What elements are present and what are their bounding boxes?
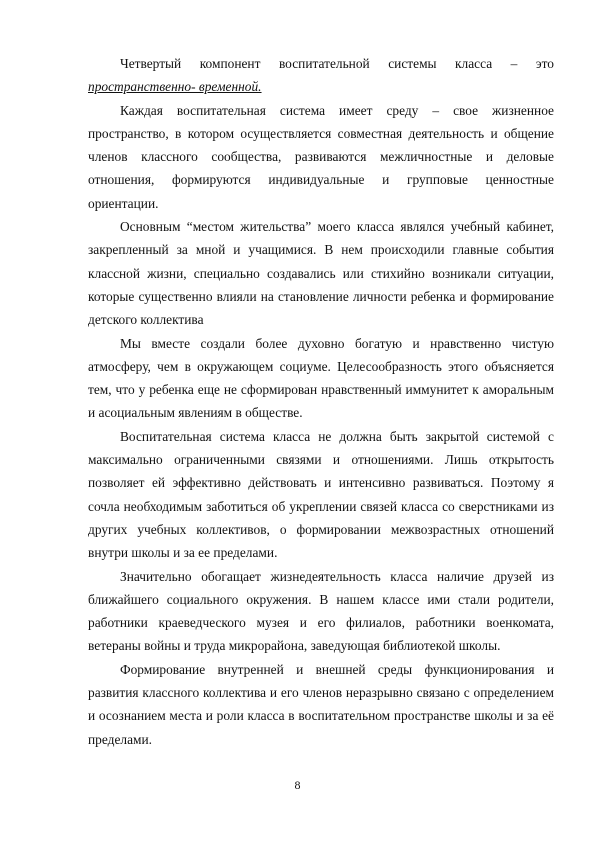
paragraph-5: Воспитательная система класса не должна быть закрытой системой с максимально ограниченными связями и отношениями. Лишь открытость позволяет ей эффективно действовать и интенсивно развиваться. Поэтому я сочла необходимым заботиться об укреплении связей класса со сверстниками из других учебных коллективов, о формировании межвозрастных отношений внутри школы и за ее пределами. <box>88 428 554 561</box>
emphasized-term: пространственно- временной. <box>88 79 262 95</box>
document-page <box>88 52 554 751</box>
page-number: 8 <box>294 778 301 792</box>
paragraph-4: Мы вместе создали более духовно богатую и нравственно чистую атмосферу, чем в окружающем социуме. Целесообразность этого объясняется тем, что у ребенка еще не сформирован нравственный иммунитет к аморальным и асоциальным явлениям в обществе. <box>88 335 554 421</box>
paragraph-1 <box>88 52 554 99</box>
paragraph-2: Каждая воспитательная система имеет среду – свое жизненное пространство, в котором осуществляется совместная деятельность и общение членов классного сообщества, развиваются межличностные и деловые отношения, формируются индивидуальные и групповые ценностные ориентации. <box>88 102 554 211</box>
paragraph-3: Основным “местом жительства” моего класса являлся учебный кабинет, закрепленный за мной и учащимися. В нем происходили главные события классной жизни, специально создавались или стихийно возникали ситуации, которые существенно влияли на становление личности ребенка и формирование детского коллектива <box>88 219 554 328</box>
paragraph-text: Четвертый компонент воспитательной системы класса – это <box>120 56 554 71</box>
paragraph-7: Формирование внутренней и внешней среды функционирования и развития классного коллектива и его членов неразрывно связано с определением и осознанием места и роли класса в воспитательном пространстве школы и за её пределами. <box>88 661 554 747</box>
paragraph-6: Значительно обогащает жизнедеятельность класса наличие друзей из ближайшего социального окружения. В нашем классе ими стали родители, работники краеведческого музея и его филиалов, работники военкомата, ветераны войны и труда микрорайона, заведующая библиотекой школы. <box>88 568 554 654</box>
